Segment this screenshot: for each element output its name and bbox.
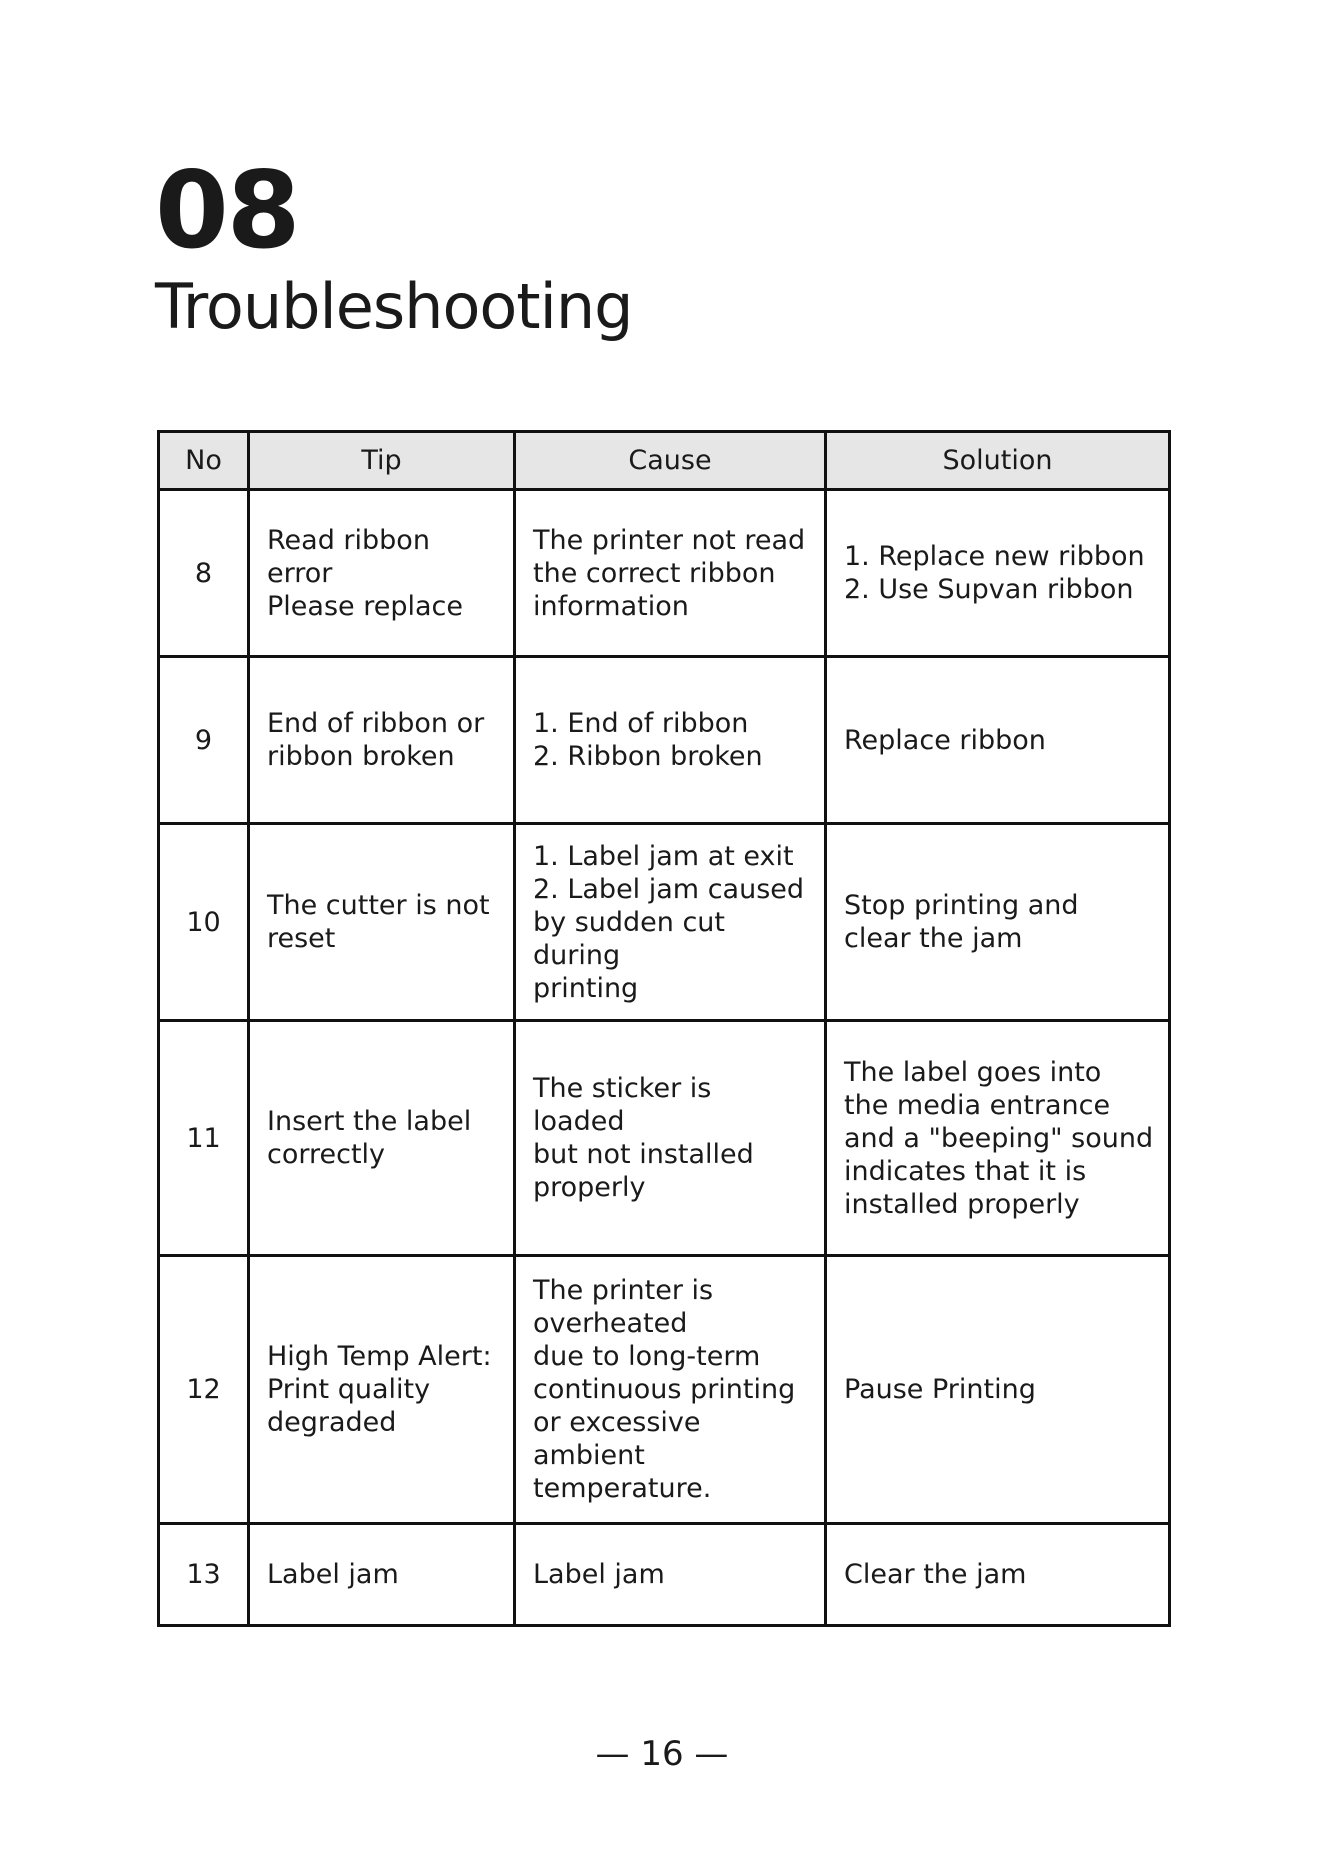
cause-cell	[515, 1256, 826, 1524]
table-row	[159, 1256, 1170, 1524]
solution-text: Clear the jam	[844, 1559, 1027, 1590]
cause-text: 1. Label jam at exit 2. Label jam caused by sudden cut during printing	[533, 840, 805, 1004]
chapter-number: 08	[155, 149, 299, 272]
table-row	[159, 1021, 1170, 1256]
solution-cell	[826, 1021, 1170, 1256]
row-number: 8	[159, 490, 249, 657]
table-row	[159, 657, 1170, 824]
header-tip: Tip	[249, 432, 515, 490]
cause-text: The sticker is loaded but not installed properly	[533, 1073, 754, 1203]
solution-cell	[826, 1256, 1170, 1524]
cause-text: 1. End of ribbon 2. Ribbon broken	[533, 708, 763, 772]
cause-text: The printer is overheated due to long-term continuous printing or excessive ambient temperature.	[533, 1275, 796, 1504]
table-row	[159, 824, 1170, 1021]
header-no: No	[159, 432, 249, 490]
cause-cell	[515, 1021, 826, 1256]
cause-text: The printer not read the correct ribbon information	[533, 524, 806, 622]
tip-cell	[249, 657, 515, 824]
tip-text: The cutter is not reset	[267, 890, 490, 954]
tip-text: End of ribbon or ribbon broken	[267, 708, 485, 772]
table-row	[159, 490, 1170, 657]
tip-cell	[249, 824, 515, 1021]
row-number: 9	[159, 657, 249, 824]
row-number: 12	[159, 1256, 249, 1524]
solution-text: Replace ribbon	[844, 724, 1046, 756]
tip-text: High Temp Alert: Print quality degraded	[267, 1341, 492, 1438]
header-solution: Solution	[826, 432, 1170, 490]
row-number: 13	[159, 1524, 249, 1626]
solution-cell	[826, 1524, 1170, 1626]
page-number: — 16 —	[595, 1734, 729, 1774]
table-header-row	[159, 432, 1170, 490]
tip-cell	[249, 1256, 515, 1524]
tip-cell	[249, 490, 515, 657]
tip-text: Insert the label correctly	[267, 1106, 472, 1170]
cause-cell	[515, 824, 826, 1021]
cause-text: Label jam	[533, 1559, 665, 1590]
table-row	[159, 1524, 1170, 1626]
solution-cell	[826, 490, 1170, 657]
tip-text: Label jam	[267, 1559, 399, 1590]
cause-cell	[515, 1524, 826, 1626]
row-number: 11	[159, 1021, 249, 1256]
troubleshooting-table	[157, 430, 1171, 1627]
row-number: 10	[159, 824, 249, 1021]
cause-cell	[515, 490, 826, 657]
chapter-title: Troubleshooting	[155, 270, 633, 343]
solution-cell	[826, 657, 1170, 824]
solution-text: Pause Printing	[844, 1374, 1036, 1405]
cause-cell	[515, 657, 826, 824]
solution-text: Stop printing and clear the jam	[844, 890, 1079, 954]
tip-cell	[249, 1524, 515, 1626]
tip-cell	[249, 1021, 515, 1256]
solution-cell	[826, 824, 1170, 1021]
solution-text: 1. Replace new ribbon 2. Use Supvan ribbon	[844, 541, 1145, 605]
tip-text: Read ribbon error Please replace	[267, 524, 463, 622]
solution-text: The label goes into the media entrance and a "beeping" sound indicates that it is installed properly	[844, 1056, 1154, 1220]
header-cause: Cause	[515, 432, 826, 490]
